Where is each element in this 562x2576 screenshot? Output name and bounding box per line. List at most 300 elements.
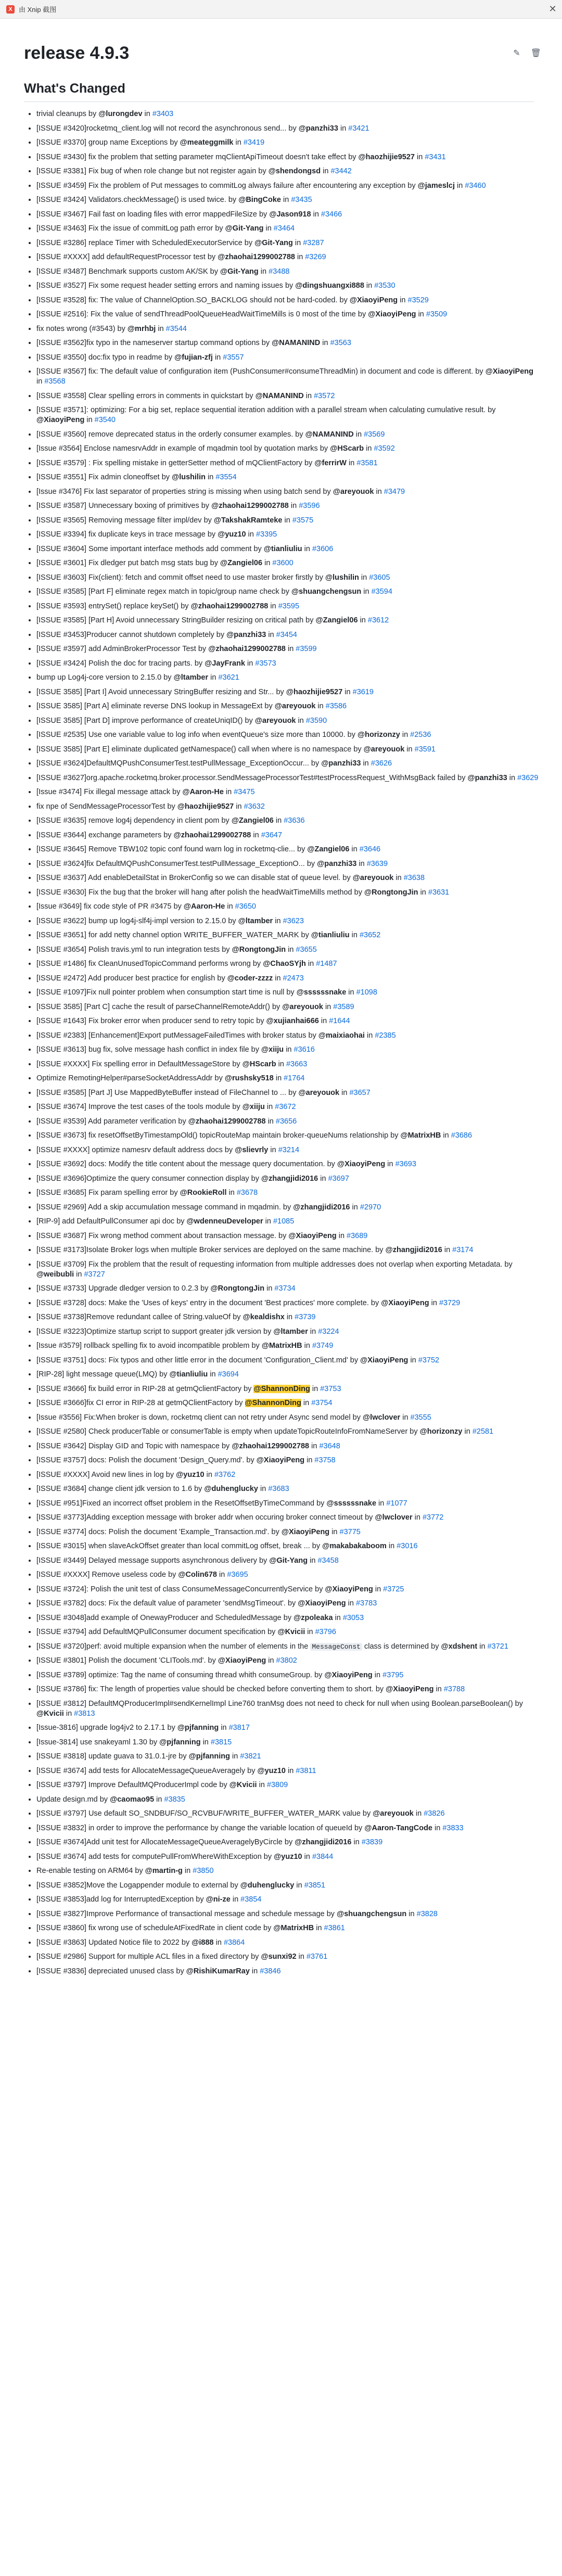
pr-link[interactable]: #3693 bbox=[395, 1160, 416, 1168]
pr-link[interactable]: #3638 bbox=[403, 874, 425, 882]
author-link[interactable]: @zhangjidi2016 bbox=[385, 1246, 442, 1254]
change-text: [ISSUE #3286] replace Timer with ScheduledExecutorService by bbox=[36, 238, 255, 247]
pr-link[interactable]: #3839 bbox=[361, 1838, 383, 1846]
author-link[interactable]: @ltamber bbox=[173, 673, 209, 682]
pr-link[interactable]: #3475 bbox=[234, 788, 255, 796]
pr-link[interactable]: #3752 bbox=[418, 1356, 440, 1364]
pr-link[interactable]: #1085 bbox=[273, 1217, 295, 1226]
pr-link[interactable]: #3431 bbox=[425, 152, 446, 161]
change-text: in bbox=[262, 559, 273, 567]
list-item bbox=[36, 1599, 539, 1609]
author-link[interactable]: @HScarb bbox=[242, 1060, 276, 1068]
change-text: [Issue #3579] rollback spelling fix to avoid incompatible problem by bbox=[36, 1342, 262, 1350]
pr-link[interactable]: #3749 bbox=[312, 1342, 334, 1350]
pr-link[interactable]: #3568 bbox=[44, 377, 66, 386]
author-link[interactable]: @Aaron-TangCode bbox=[364, 1823, 432, 1832]
pr-link[interactable]: #3821 bbox=[240, 1752, 261, 1761]
author-link[interactable]: @BingCoke bbox=[238, 196, 281, 204]
author-link[interactable]: @MatrixHB bbox=[261, 1342, 302, 1350]
author-link[interactable]: @zhaohai1299002788 bbox=[211, 502, 289, 510]
author-link[interactable]: @XiaoyiPeng bbox=[281, 1527, 330, 1536]
change-text: [Issue-3816] upgrade log4jv2 to 2.17.1 by bbox=[36, 1724, 177, 1732]
author-link[interactable]: @tianliuliu bbox=[263, 544, 302, 553]
author-link[interactable]: @xiiju bbox=[242, 1103, 265, 1111]
author-link[interactable]: @xiiju bbox=[261, 1045, 284, 1054]
author-link[interactable]: @slievrly bbox=[235, 1145, 269, 1154]
author-link[interactable]: @Git-Yang bbox=[225, 224, 264, 233]
author-link[interactable]: @XiaoyiPeng bbox=[360, 1356, 408, 1364]
author-link[interactable]: @ssssssnake bbox=[326, 1499, 377, 1508]
change-text: [ISSUE #3642] Display GID and Topic with namespace by bbox=[36, 1442, 232, 1450]
change-text: in bbox=[305, 960, 316, 968]
pr-link[interactable]: #3454 bbox=[276, 630, 297, 639]
author-link[interactable]: @ltamber bbox=[238, 916, 273, 925]
pr-link[interactable]: #3466 bbox=[321, 210, 342, 219]
author-link[interactable]: @Jason918 bbox=[269, 210, 311, 219]
author-link[interactable]: @Git-Yang bbox=[269, 1556, 308, 1565]
author-link[interactable]: @shuangchengsun bbox=[337, 1909, 407, 1918]
author-link[interactable]: @fujian-zfj bbox=[174, 353, 213, 362]
pr-link[interactable]: #3815 bbox=[210, 1738, 232, 1746]
author-link[interactable]: @pjfanning bbox=[177, 1724, 219, 1732]
author-link[interactable]: @XiaoyiPeng bbox=[288, 1231, 337, 1240]
author-link[interactable]: @zpoleaka bbox=[293, 1613, 333, 1622]
author-link[interactable]: @yuz10 bbox=[176, 1470, 205, 1479]
author-link[interactable]: @shendongsd bbox=[268, 167, 321, 175]
pr-link[interactable]: #1487 bbox=[316, 960, 337, 968]
author-link[interactable]: @rushsky518 bbox=[224, 1074, 274, 1082]
pr-link[interactable]: #3573 bbox=[255, 659, 276, 668]
pr-link[interactable]: #3652 bbox=[359, 931, 381, 939]
pr-link[interactable]: #3809 bbox=[266, 1781, 288, 1789]
change-text: trivial cleanups by bbox=[36, 110, 99, 118]
change-text: fix notes wrong (#3543) by bbox=[36, 324, 127, 333]
pr-link[interactable]: #2385 bbox=[375, 1031, 396, 1040]
pr-link[interactable]: #3464 bbox=[273, 224, 295, 233]
pr-link[interactable]: #3214 bbox=[278, 1145, 300, 1154]
pr-link[interactable]: #3460 bbox=[465, 181, 486, 190]
author-link[interactable]: @yuz10 bbox=[218, 530, 246, 539]
pr-link[interactable]: #3861 bbox=[324, 1924, 345, 1932]
change-text: in bbox=[216, 1571, 227, 1579]
pr-link[interactable]: #3753 bbox=[320, 1384, 341, 1393]
change-text: [ISSUE #3789] optimize: Tag the name of consuming thread whith consumeGroup. by bbox=[36, 1670, 325, 1679]
pr-link[interactable]: #3656 bbox=[275, 1117, 297, 1126]
pr-link[interactable]: #3694 bbox=[218, 1370, 239, 1379]
pr-link[interactable]: #3621 bbox=[218, 673, 239, 682]
list-item bbox=[36, 1527, 539, 1537]
author-link[interactable]: @xdshent bbox=[441, 1642, 478, 1651]
author-link[interactable]: @sunxi92 bbox=[261, 1953, 297, 1961]
pr-link[interactable]: #3678 bbox=[236, 1189, 258, 1197]
pr-link[interactable]: #1077 bbox=[386, 1499, 407, 1508]
pr-link[interactable]: #3864 bbox=[223, 1938, 245, 1947]
pr-link[interactable]: #3530 bbox=[374, 282, 395, 290]
pr-link[interactable]: #3592 bbox=[374, 444, 395, 453]
author-link[interactable]: @NAMANIND bbox=[272, 339, 321, 347]
pr-link[interactable]: #3762 bbox=[214, 1470, 236, 1479]
trash-icon[interactable]: 🗑 bbox=[530, 49, 541, 58]
author-link[interactable]: @zhangjidi2016 bbox=[293, 1203, 350, 1212]
pr-link[interactable]: #3529 bbox=[407, 296, 429, 304]
pr-link[interactable]: #3851 bbox=[304, 1881, 326, 1890]
author-link[interactable]: @ni-ze bbox=[206, 1895, 231, 1904]
author-link[interactable]: @lwclover bbox=[363, 1413, 401, 1422]
pr-link[interactable]: #3683 bbox=[268, 1485, 289, 1493]
pr-link[interactable]: #3557 bbox=[223, 353, 244, 362]
list-item bbox=[36, 802, 539, 812]
author-link[interactable]: @RongtongJin bbox=[210, 1284, 265, 1293]
pr-link[interactable]: #3631 bbox=[428, 888, 450, 897]
author-link[interactable]: @horizonzy bbox=[419, 1427, 463, 1436]
author-link[interactable]: @haozhijie9527 bbox=[177, 802, 234, 811]
author-link[interactable]: @lurongdev bbox=[98, 110, 143, 118]
change-text: [ISSUE #3571]: optimizing: For a big set, replace sequential iteration addition with a parallel stream when calculating cumulative result. by bbox=[36, 406, 496, 414]
author-link[interactable]: @lushilin bbox=[325, 573, 359, 582]
author-link[interactable]: @meateggmilk bbox=[180, 138, 234, 147]
pr-link[interactable]: #3395 bbox=[256, 530, 277, 539]
author-link[interactable]: @XiaoyiPeng bbox=[381, 1298, 429, 1307]
author-link[interactable]: @zhaohai1299002788 bbox=[188, 1117, 266, 1126]
author-link[interactable]: @yuz10 bbox=[274, 1852, 302, 1861]
pr-link[interactable]: #3403 bbox=[152, 110, 174, 118]
pr-link[interactable]: #3739 bbox=[295, 1313, 316, 1321]
author-link[interactable]: @zhaohai1299002788 bbox=[218, 253, 295, 261]
pr-link[interactable]: #3846 bbox=[260, 1967, 281, 1975]
pr-link[interactable]: #2536 bbox=[410, 731, 431, 739]
pr-link[interactable]: #3589 bbox=[333, 1002, 354, 1011]
pr-link[interactable]: #3811 bbox=[296, 1766, 316, 1775]
author-link[interactable]: @haozhijie9527 bbox=[358, 152, 415, 161]
pr-link[interactable]: #3174 bbox=[452, 1246, 474, 1254]
pr-link[interactable]: #3725 bbox=[383, 1585, 404, 1593]
pr-link[interactable]: #3796 bbox=[315, 1628, 336, 1636]
author-link[interactable]: @XiaoyiPeng bbox=[386, 1685, 434, 1693]
pr-link[interactable]: #2581 bbox=[472, 1427, 494, 1436]
change-text: [ISSUE #3827]Improve Performance of transactional message and schedule message by bbox=[36, 1909, 337, 1918]
change-text: in bbox=[286, 945, 296, 954]
author-link[interactable]: @TakshakRamteke bbox=[213, 516, 283, 525]
author-link[interactable]: @RookieRoll bbox=[180, 1189, 227, 1197]
pr-link[interactable]: #1644 bbox=[329, 1017, 350, 1025]
change-text: [ISSUE #2472] Add producer best practice for english by bbox=[36, 974, 227, 983]
pr-link[interactable]: #3721 bbox=[487, 1642, 508, 1651]
pr-link[interactable]: #3594 bbox=[371, 588, 392, 596]
pr-link[interactable]: #3772 bbox=[422, 1513, 444, 1522]
list-item bbox=[36, 616, 539, 626]
pr-link[interactable]: #3663 bbox=[286, 1060, 308, 1068]
change-text: [ISSUE #951]Fixed an incorrect offset problem in the ResetOffsetByTimeCommand by bbox=[36, 1499, 327, 1508]
author-link[interactable]: @shuangchengsun bbox=[291, 588, 362, 596]
list-item bbox=[36, 238, 539, 248]
author-link[interactable]: @Zangiel06 bbox=[220, 559, 263, 567]
list-item bbox=[36, 1656, 539, 1666]
author-link[interactable]: @areyouok bbox=[274, 702, 316, 710]
pr-link[interactable]: #3479 bbox=[384, 487, 405, 496]
author-link[interactable]: @ShannonDing bbox=[253, 1384, 310, 1393]
pr-link[interactable]: #3572 bbox=[314, 391, 335, 400]
pr-link[interactable]: #3509 bbox=[426, 310, 448, 318]
pr-link[interactable]: #3695 bbox=[227, 1571, 248, 1579]
pr-link[interactable]: #3795 bbox=[382, 1670, 404, 1679]
author-link[interactable]: @ChaoSYjh bbox=[263, 960, 306, 968]
pr-link[interactable]: #3419 bbox=[243, 138, 265, 147]
author-link[interactable]: @XiaoyiPeng bbox=[324, 1670, 373, 1679]
pr-link[interactable]: #3616 bbox=[293, 1045, 315, 1054]
pr-link[interactable]: #3287 bbox=[303, 238, 324, 247]
author-link[interactable]: @areyouok bbox=[373, 1809, 414, 1818]
pr-link[interactable]: #3734 bbox=[274, 1284, 296, 1293]
author-link[interactable]: @RishiKumarRay bbox=[186, 1967, 250, 1975]
author-link[interactable]: @XiaoyiPeng bbox=[368, 310, 416, 318]
author-link[interactable]: @Zangiel06 bbox=[231, 817, 274, 825]
pr-link[interactable]: #3672 bbox=[275, 1103, 296, 1111]
pr-link[interactable]: #3788 bbox=[443, 1685, 465, 1693]
pr-link[interactable]: #3758 bbox=[314, 1456, 336, 1464]
change-text: in bbox=[364, 1031, 375, 1040]
pr-link[interactable]: #3646 bbox=[359, 845, 381, 853]
pr-link[interactable]: #3689 bbox=[347, 1231, 368, 1240]
pr-link[interactable]: #3619 bbox=[352, 687, 374, 696]
pr-link[interactable]: #3623 bbox=[283, 916, 304, 925]
author-link[interactable]: @Zangiel06 bbox=[315, 616, 358, 624]
pr-link[interactable]: #2970 bbox=[360, 1203, 381, 1212]
change-text: in bbox=[263, 224, 274, 233]
author-link[interactable]: @areyouok bbox=[352, 874, 394, 882]
author-link[interactable]: @areyouok bbox=[254, 716, 296, 725]
author-link[interactable]: @Kvicii bbox=[229, 1781, 257, 1789]
pr-link[interactable]: #1764 bbox=[284, 1074, 305, 1082]
author-link[interactable]: @Kvicii bbox=[277, 1628, 305, 1636]
author-link[interactable]: @areyouok bbox=[282, 1002, 323, 1011]
author-link[interactable]: @weibubli bbox=[36, 1270, 74, 1279]
author-link[interactable]: @tianliuliu bbox=[169, 1370, 208, 1379]
author-link[interactable]: @MatrixHB bbox=[273, 1924, 314, 1932]
pr-link[interactable]: #3590 bbox=[305, 716, 327, 725]
change-text: class is determined by bbox=[362, 1642, 441, 1651]
pr-link[interactable]: #3595 bbox=[278, 602, 300, 610]
close-icon[interactable]: ✕ bbox=[548, 4, 557, 14]
author-link[interactable]: @Colin678 bbox=[178, 1571, 217, 1579]
pr-link[interactable]: #3544 bbox=[165, 324, 187, 333]
author-link[interactable]: @yuz10 bbox=[257, 1766, 286, 1775]
author-link[interactable]: @lwclover bbox=[375, 1513, 413, 1522]
pr-link[interactable]: #3586 bbox=[325, 702, 347, 710]
release-header bbox=[24, 41, 562, 66]
author-link[interactable]: @NAMANIND bbox=[255, 391, 304, 400]
pr-link[interactable]: #3802 bbox=[276, 1656, 297, 1665]
change-text: [ISSUE #XXXX] optimize namesrv default address docs by bbox=[36, 1145, 235, 1154]
change-text: [ISSUE #2383] [Enhancement]Export putMessageFailedTimes with broker status by bbox=[36, 1031, 318, 1040]
author-link[interactable]: @zhangjidi2016 bbox=[261, 1174, 318, 1183]
author-link[interactable]: @Aaron-He bbox=[182, 788, 224, 796]
pr-link[interactable]: #3639 bbox=[366, 859, 388, 868]
author-link[interactable]: @Git-Yang bbox=[220, 267, 259, 276]
author-link[interactable]: @caomao95 bbox=[110, 1795, 155, 1804]
change-text: [ISSUE #3420]rocketmq_client.log will not record the asynchronous send... by bbox=[36, 124, 299, 133]
author-link[interactable]: @panzhi33 bbox=[317, 859, 357, 868]
author-link[interactable]: @XiaoyiPeng bbox=[349, 296, 398, 304]
change-text: in bbox=[364, 282, 375, 290]
author-link[interactable]: @wdenneuDeveloper bbox=[186, 1217, 263, 1226]
pr-link[interactable]: #3647 bbox=[261, 831, 283, 839]
author-link[interactable]: @panzhi33 bbox=[467, 773, 507, 782]
author-link[interactable]: @ltamber bbox=[273, 1327, 308, 1336]
author-link[interactable]: @zhaohai1299002788 bbox=[173, 831, 251, 839]
author-link[interactable]: @pjfanning bbox=[159, 1738, 201, 1746]
author-link[interactable]: @jameslcj bbox=[417, 181, 455, 190]
pr-link[interactable]: #3016 bbox=[397, 1542, 418, 1550]
author-link[interactable]: @makabakaboom bbox=[322, 1542, 387, 1550]
author-link[interactable]: @haozhijie9527 bbox=[286, 687, 343, 696]
pr-link[interactable]: #3435 bbox=[291, 196, 312, 204]
pr-link[interactable]: #3729 bbox=[439, 1298, 461, 1307]
pr-link[interactable]: #3554 bbox=[215, 473, 237, 481]
author-link[interactable]: @zhaohai1299002788 bbox=[208, 645, 286, 653]
author-link[interactable]: @maixiaohai bbox=[318, 1031, 365, 1040]
pr-link[interactable]: #3599 bbox=[296, 645, 317, 653]
pr-link[interactable]: #3540 bbox=[94, 416, 116, 424]
change-text: [ISSUE #3622] bump up log4j-slf4j-impl version to 2.15.0 by bbox=[36, 916, 238, 925]
pr-link[interactable]: #3850 bbox=[193, 1867, 214, 1875]
pr-link[interactable]: #3835 bbox=[164, 1795, 185, 1804]
author-link[interactable]: @XiaoyiPeng bbox=[298, 1599, 346, 1608]
author-link[interactable]: @XiaoyiPeng bbox=[337, 1160, 386, 1168]
pr-link[interactable]: #3697 bbox=[328, 1174, 349, 1183]
pr-link[interactable]: #3575 bbox=[292, 516, 314, 525]
author-link[interactable]: @zhangjidi2016 bbox=[295, 1838, 352, 1846]
pr-link[interactable]: #3783 bbox=[355, 1599, 377, 1608]
pr-link[interactable]: #3596 bbox=[299, 502, 320, 510]
pencil-icon[interactable]: ✎ bbox=[513, 49, 520, 58]
author-link[interactable]: @RongtongJin bbox=[364, 888, 418, 897]
author-link[interactable]: @zhaohai1299002788 bbox=[232, 1442, 310, 1450]
author-link[interactable]: @HScarb bbox=[330, 444, 364, 453]
author-link[interactable]: @horizonzy bbox=[357, 731, 400, 739]
pr-link[interactable]: #3833 bbox=[442, 1823, 464, 1832]
pr-link[interactable]: #3761 bbox=[306, 1953, 328, 1961]
author-link[interactable]: @XiaoyiPeng bbox=[36, 416, 85, 424]
author-link[interactable]: @XiaoyiPeng bbox=[325, 1585, 373, 1593]
change-text: [ISSUE #3567] fix: The default value of configuration item (PushConsumer#consumeThreadMin) in document and code is different. by bbox=[36, 367, 486, 376]
author-link[interactable]: @mrhbj bbox=[127, 324, 156, 333]
author-link[interactable]: @ShannonDing bbox=[245, 1399, 301, 1407]
pr-link[interactable]: #2473 bbox=[283, 974, 304, 983]
author-link[interactable]: @dingshuangxi888 bbox=[295, 282, 364, 290]
author-link[interactable]: @tianliuliu bbox=[311, 931, 350, 939]
change-text: in bbox=[63, 1709, 74, 1718]
author-link[interactable]: @areyouok bbox=[298, 1088, 340, 1097]
author-link[interactable]: @i888 bbox=[191, 1938, 214, 1947]
list-item bbox=[36, 1174, 539, 1184]
pr-link[interactable]: #3626 bbox=[371, 759, 392, 768]
pr-link[interactable]: #3612 bbox=[367, 616, 389, 624]
pr-link[interactable]: #3555 bbox=[410, 1413, 431, 1422]
author-link[interactable]: @Git-Yang bbox=[254, 238, 293, 247]
pr-link[interactable]: #3854 bbox=[240, 1895, 262, 1904]
author-link[interactable]: @Aaron-He bbox=[183, 902, 225, 911]
pr-link[interactable]: #3632 bbox=[244, 802, 265, 811]
author-link[interactable]: @ssssssnake bbox=[296, 988, 347, 997]
pr-link[interactable]: #3636 bbox=[284, 817, 305, 825]
author-link[interactable]: @zhaohai1299002788 bbox=[190, 602, 269, 610]
pr-link[interactable]: #3813 bbox=[74, 1709, 95, 1718]
change-text: in bbox=[268, 1145, 278, 1154]
author-link[interactable]: @xujianhai666 bbox=[266, 1017, 319, 1025]
author-link[interactable]: @pjfanning bbox=[188, 1752, 230, 1761]
pr-link[interactable]: #3655 bbox=[296, 945, 317, 954]
pr-link[interactable]: #3421 bbox=[348, 124, 369, 133]
author-link[interactable]: @panzhi33 bbox=[226, 630, 266, 639]
author-link[interactable]: @Zangiel06 bbox=[307, 845, 350, 853]
pr-link[interactable]: #3648 bbox=[319, 1442, 340, 1450]
pr-link[interactable]: #3269 bbox=[305, 253, 326, 261]
author-link[interactable]: @RongtongJin bbox=[232, 945, 286, 954]
pr-link[interactable]: #3053 bbox=[342, 1613, 364, 1622]
list-item bbox=[36, 281, 539, 291]
pr-link[interactable]: #3686 bbox=[451, 1131, 472, 1140]
pr-link[interactable]: #3826 bbox=[424, 1809, 445, 1818]
window-title: 由 Xnip 截图 bbox=[19, 6, 57, 14]
pr-link[interactable]: #3581 bbox=[356, 458, 378, 467]
author-link[interactable]: @duhenglucky bbox=[204, 1485, 258, 1493]
author-link[interactable]: @martin-g bbox=[145, 1867, 183, 1875]
pr-link[interactable]: #3657 bbox=[349, 1088, 371, 1097]
list-item bbox=[36, 1838, 539, 1847]
pr-link[interactable]: #3600 bbox=[272, 559, 293, 567]
author-link[interactable]: @XiaoyiPeng bbox=[256, 1456, 305, 1464]
pr-link[interactable]: #3224 bbox=[318, 1327, 339, 1336]
list-item bbox=[36, 1484, 539, 1494]
author-link[interactable]: @panzhi33 bbox=[321, 759, 361, 768]
pr-link[interactable]: #3844 bbox=[312, 1852, 334, 1861]
pr-link[interactable]: #3727 bbox=[84, 1270, 105, 1279]
author-link[interactable]: @coder-zzzz bbox=[227, 974, 273, 983]
pr-link[interactable]: #3606 bbox=[312, 544, 334, 553]
author-link[interactable]: @XiaoyiPeng bbox=[218, 1656, 266, 1665]
pr-link[interactable]: #3775 bbox=[339, 1527, 361, 1536]
author-link[interactable]: @JayFrank bbox=[205, 659, 246, 668]
pr-link[interactable]: #3629 bbox=[517, 773, 539, 782]
change-text: [ISSUE #3579] : Fix spelling mistake in getterSetter method of mQClientFactory by bbox=[36, 458, 315, 467]
pr-link[interactable]: #3488 bbox=[269, 267, 290, 276]
pr-link[interactable]: #3605 bbox=[369, 573, 390, 582]
pr-link[interactable]: #3569 bbox=[364, 430, 385, 439]
change-text: [ISSUE #3812] DefaultMQProducerImpl#sendKernelImpl Line760 tranMsg does not need to check for null when using Boolean.parseBoolean() by bbox=[36, 1699, 523, 1708]
pr-link[interactable]: #1098 bbox=[356, 988, 377, 997]
pr-link[interactable]: #3828 bbox=[416, 1909, 438, 1918]
pr-link[interactable]: #3650 bbox=[235, 902, 256, 911]
author-link[interactable]: @lushilin bbox=[172, 473, 206, 481]
author-link[interactable]: @MatrixHB bbox=[400, 1131, 441, 1140]
author-link[interactable]: @kealdishx bbox=[242, 1313, 285, 1321]
author-link[interactable]: @areyouok bbox=[363, 745, 405, 754]
pr-link[interactable]: #3754 bbox=[311, 1399, 333, 1407]
author-link[interactable]: @duhenglucky bbox=[240, 1881, 295, 1890]
author-link[interactable]: @ferrirW bbox=[314, 458, 347, 467]
author-link[interactable]: @Kvicii bbox=[36, 1709, 64, 1718]
change-text: in bbox=[349, 845, 360, 853]
pr-link[interactable]: #3458 bbox=[317, 1556, 339, 1565]
author-link[interactable]: @areyouok bbox=[333, 487, 374, 496]
pr-link[interactable]: #3563 bbox=[330, 339, 351, 347]
author-link[interactable]: @panzhi33 bbox=[298, 124, 338, 133]
author-link[interactable]: @XiaoyiPeng bbox=[485, 367, 533, 376]
pr-link[interactable]: #3591 bbox=[414, 745, 436, 754]
pr-link[interactable]: #3817 bbox=[228, 1724, 250, 1732]
pr-link[interactable]: #3442 bbox=[330, 167, 352, 175]
author-link[interactable]: @NAMANIND bbox=[305, 430, 354, 439]
